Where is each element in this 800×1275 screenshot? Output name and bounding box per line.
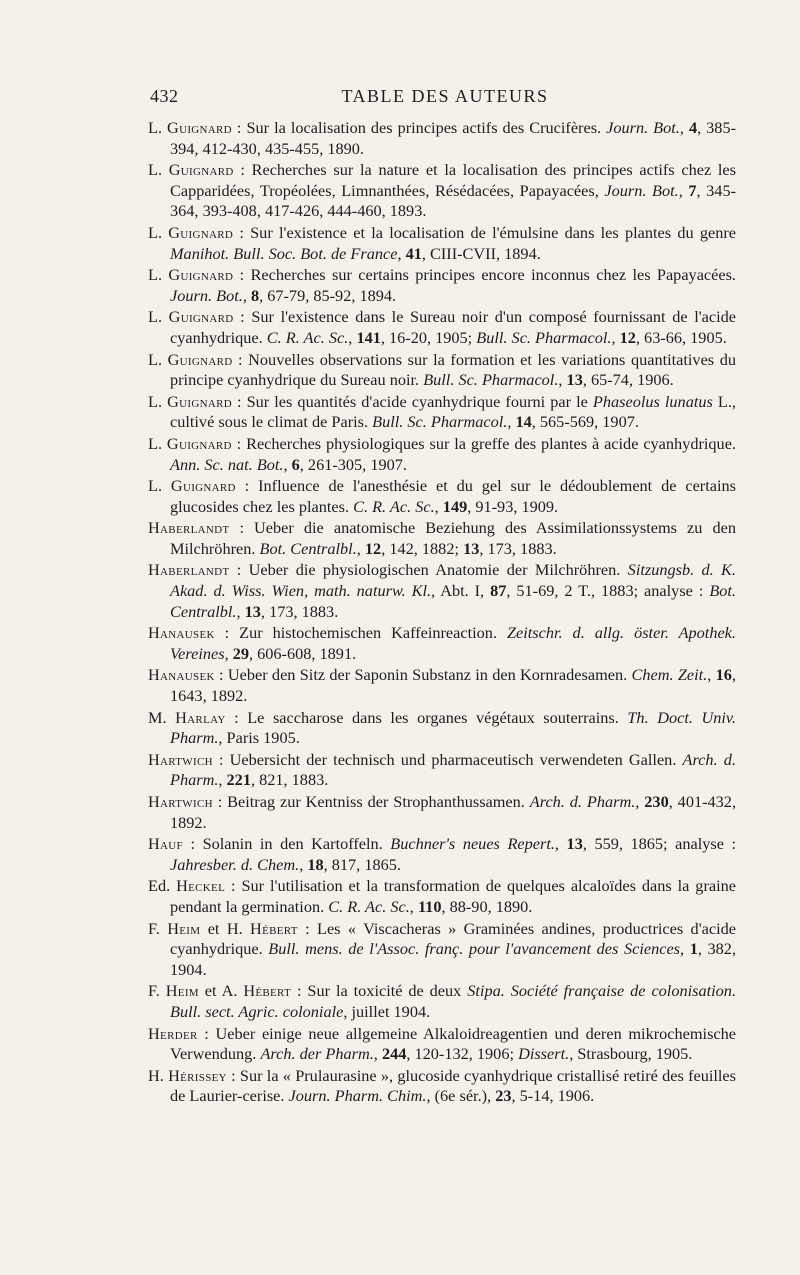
entry-text: L., cultivé sous le climat de Paris. — [170, 391, 736, 432]
entry-text: et A. — [198, 981, 244, 1001]
entry-text: , — [680, 939, 690, 959]
entry-text: , 382, 1904. — [170, 939, 737, 979]
bibliography-entry — [148, 750, 736, 791]
entry-text: , — [678, 180, 689, 200]
journal-title: C. R. Ac. Sc. — [328, 896, 410, 916]
journal-title: Bull. mens. de l'Assoc. franç. pour l'avancement des Sciences — [268, 939, 681, 959]
author-name: Hartwich — [148, 792, 213, 811]
bibliography-entry — [148, 623, 736, 664]
journal-title: Jahresber. d. Chem. — [170, 854, 300, 874]
volume-number: 16 — [715, 665, 732, 685]
entry-text: : Nouvelles observations sur la formation et les variations quantitatives du principe cyanhydrique du Sureau noir. — [170, 349, 736, 390]
journal-title: Arch. d. Pharm. — [170, 749, 736, 790]
author-name: Hartwich — [148, 749, 213, 769]
bibliography-entry — [148, 834, 736, 875]
entry-text: H. — [148, 1065, 169, 1085]
entry-text: , 16-20, 1905; — [380, 327, 477, 347]
journal-title: Sitzungsb. d. K. Akad. d. Wiss. Wien, math. naturw. Kl. — [170, 560, 736, 601]
author-name: Guignard — [168, 160, 234, 180]
entry-text: : Ueber die physiologischen Anatomie der Milchröhren. — [229, 560, 628, 580]
entry-text: , 5-14, 1906. — [511, 1086, 595, 1106]
journal-title: Bull. Sc. Pharmacol. — [476, 327, 612, 347]
entry-text: , 385-394, 412-430, 435-455, 1890. — [170, 118, 737, 158]
entry-text: : Recherches physiologiques sur la greffe des plantes à acide cyanhydrique. — [231, 433, 736, 453]
entry-text: : Recherches sur la nature et la localisation des principes actifs chez les Capparidées, Tropéolées, Limnanthées, Résédacées, Papayacées, — [170, 160, 736, 200]
entry-text: , — [397, 243, 406, 263]
entry-text: , 67-79, 85-92, 1894. — [259, 285, 397, 305]
volume-number: 8 — [250, 285, 260, 305]
entry-text: , — [299, 854, 308, 874]
entry-text: : Ueber einige neue allgemeine Alkaloidreagentien und deren mikrochemische Verwendung. — [170, 1023, 736, 1064]
journal-title: Phaseolus lunatus — [592, 391, 713, 411]
bibliography-entry — [148, 392, 736, 433]
entry-text: L. — [148, 307, 169, 327]
volume-number: 141 — [356, 327, 381, 347]
entry-text: , CIII-CVII, 1894. — [421, 243, 541, 263]
journal-title: Dissert. — [518, 1044, 570, 1064]
volume-number: 13 — [244, 601, 261, 621]
journal-title: Arch. d. Pharm. — [529, 792, 636, 811]
volume-number: 41 — [405, 243, 422, 263]
entry-text: M. — [148, 707, 176, 727]
entry-text: , — [409, 896, 418, 916]
entry-text: , — [283, 454, 292, 474]
entry-text: : Sur l'utilisation et la transformation de quelques alcaloïdes dans la graine pendant la germination. — [170, 876, 736, 916]
entry-text: : Sur l'existence et la localisation de l'émulsine dans les plantes du genre — [233, 222, 736, 242]
journal-title: Bot. Centralbl. — [259, 538, 357, 558]
entry-text: , 821, 1883. — [250, 770, 329, 790]
journal-title: Chem. Zeit. — [631, 665, 708, 685]
journal-title: Bot. Centralbl. — [170, 581, 736, 621]
entry-text: , — [236, 601, 245, 621]
entry-text: , — [348, 327, 357, 347]
journal-title: Journ. Bot. — [606, 118, 680, 137]
entry-text: : Beitrag zur Kentniss der Strophanthussamen. — [212, 792, 530, 811]
bibliography-entry — [148, 434, 736, 475]
author-name: Hauf — [148, 834, 183, 854]
entry-text: , — [218, 770, 227, 790]
volume-number: 13 — [566, 834, 583, 854]
volume-number: 14 — [515, 412, 532, 432]
entry-text: : Zur histochemischen Kaffeinreaction. — [214, 623, 507, 643]
volume-number: 12 — [619, 327, 636, 347]
journal-title: Journ. Bot. — [604, 180, 679, 200]
entry-text: : Sur la localisation des principes actifs des Crucifères. — [231, 118, 607, 137]
entry-text: , juillet 1904. — [343, 1001, 431, 1021]
entry-text: et H. — [200, 918, 251, 938]
author-name: Guignard — [167, 391, 232, 411]
entry-text: , 173, 1883. — [479, 538, 557, 558]
entry-text: , 559, 1865; analyse : — [582, 834, 737, 854]
bibliography-entry — [148, 160, 736, 222]
journal-title: C. R. Ac. Sc. — [353, 496, 435, 516]
author-name: Heim — [167, 918, 201, 938]
bibliography-list — [148, 118, 736, 1108]
entry-text: : Sur la « Prulaurasine », glucoside cyanhydrique cristallisé retiré des feuilles de Laurier-cerise. — [170, 1065, 736, 1106]
journal-title: Ann. Sc. nat. Bot. — [170, 454, 284, 474]
journal-title: Buchner's neues Repert. — [390, 834, 555, 854]
bibliography-entry — [148, 919, 736, 981]
bibliography-entry — [148, 1066, 736, 1107]
journal-title: Journ. Pharm. Chim. — [288, 1086, 427, 1106]
entry-text: : Les « Viscacheras » Graminées andines, productrices d'acide cyanhydrique. — [170, 918, 736, 959]
entry-text: , Abt. I, — [431, 581, 491, 601]
journal-title: Journ. Bot. — [170, 285, 243, 305]
entry-text: , 88-90, 1890. — [441, 896, 533, 916]
author-name: Haberlandt — [148, 518, 230, 538]
journal-title: C. R. Ac. Sc. — [266, 327, 349, 347]
volume-number: 12 — [364, 538, 382, 558]
bibliography-entry — [148, 876, 736, 917]
volume-number: 1 — [689, 939, 698, 959]
entry-text: , — [679, 118, 689, 137]
entry-text: , — [558, 370, 567, 390]
bibliography-entry — [148, 265, 736, 306]
entry-text: : Ueber den Sitz der Saponin Substanz in den Kornradesamen. — [214, 665, 632, 685]
entry-text: , 401-432, 1892. — [170, 792, 737, 832]
author-name: Herder — [148, 1023, 198, 1043]
author-name: Hanausek — [148, 665, 215, 685]
entry-text: , 91-93, 1909. — [467, 496, 559, 516]
entry-text: : Sur l'existence dans le Sureau noir d'un composé fournissant de l'acide cyanhydrique. — [170, 307, 737, 347]
author-name: Hérissey — [168, 1065, 227, 1085]
entry-text: , Paris 1905. — [218, 728, 300, 748]
author-name: Guignard — [167, 118, 232, 137]
bibliography-entry — [148, 1024, 736, 1065]
bibliography-entry — [148, 118, 736, 159]
volume-number: 244 — [381, 1044, 407, 1064]
volume-number: 7 — [688, 180, 697, 200]
bibliography-entry — [148, 665, 736, 706]
entry-text: : Sur les quantités d'acide cyanhydrique fourni par le — [231, 391, 593, 411]
entry-text: , 345-364, 393-408, 417-426, 444-460, 1893. — [170, 180, 736, 221]
entry-text: , Strasbourg, 1905. — [569, 1044, 693, 1064]
bibliography-entry — [148, 981, 736, 1022]
volume-number: 221 — [226, 770, 251, 790]
entry-text: , — [507, 412, 516, 432]
running-title: TABLE DES AUTEURS — [341, 86, 549, 106]
entry-text: , — [554, 834, 567, 854]
bibliography-entry — [148, 223, 736, 264]
volume-number: 23 — [495, 1086, 512, 1106]
entry-text: : Ueber die anatomische Beziehung des Assimilationssystems zu den Milchröhren. — [170, 518, 736, 558]
entry-text: : Solanin in den Kartoffeln. — [182, 834, 391, 854]
volume-number: 13 — [463, 538, 480, 558]
entry-text: , 606-608, 1891. — [248, 643, 357, 663]
entry-text: L. — [148, 349, 168, 369]
author-name: Guignard — [168, 307, 234, 327]
entry-text: L. — [148, 476, 171, 496]
bibliography-entry — [148, 307, 736, 348]
author-name: Guignard — [166, 433, 232, 453]
entry-text: , — [635, 792, 645, 811]
entry-text: , — [707, 665, 716, 685]
entry-text: , 120-132, 1906; — [406, 1044, 519, 1064]
entry-text: Ed. — [148, 876, 177, 896]
entry-text: , 173, 1883. — [260, 601, 339, 621]
author-name: Hanausek — [148, 623, 215, 643]
volume-number: 87 — [490, 581, 507, 601]
author-name: Heckel — [176, 876, 226, 896]
entry-text: , — [373, 1044, 382, 1064]
entry-text: L. — [148, 222, 169, 242]
author-name: Guignard — [168, 222, 234, 242]
entry-text: , 565-569, 1907. — [531, 412, 639, 432]
journal-title: Arch. der Pharm. — [260, 1044, 374, 1064]
bibliography-entry — [148, 792, 736, 833]
volume-number: 13 — [566, 370, 583, 390]
author-name: Guignard — [170, 476, 236, 496]
entry-text: : Influence de l'anesthésie et du gel sur le dédoublement de certains glucosides chez les plantes. — [170, 476, 736, 516]
entry-text: : Recherches sur certains principes encore inconnus chez les Papayacées. — [233, 265, 737, 285]
journal-title: Stipa. Société française de colonisation. Bull. sect. Agric. coloniale — [170, 981, 737, 1021]
entry-text: , — [224, 643, 233, 663]
volume-number: 18 — [307, 854, 324, 874]
entry-text: , — [434, 496, 443, 516]
bibliography-entry — [148, 518, 736, 559]
bibliography-entry — [148, 708, 736, 749]
journal-title: Manihot. Bull. Soc. Bot. de France — [170, 243, 398, 263]
journal-title: Zeitschr. d. allg. öster. Apothek. Vereines — [170, 623, 736, 663]
entry-text: : Sur la toxicité de deux — [291, 981, 468, 1001]
entry-text: , 65-74, 1906. — [582, 370, 674, 390]
entry-text: : Le saccharose dans les organes végétaux souterrains. — [225, 707, 628, 727]
volume-number: 6 — [291, 454, 300, 474]
journal-title: Bull. Sc. Pharmacol. — [423, 370, 559, 390]
entry-text: , (6e sér.), — [426, 1086, 496, 1106]
volume-number: 29 — [232, 643, 249, 663]
author-name: Guignard — [168, 265, 234, 285]
entry-text: , 1643, 1892. — [170, 665, 737, 706]
volume-number: 110 — [417, 896, 442, 916]
entry-text: L. — [148, 118, 168, 137]
entry-text: L. — [148, 265, 169, 285]
entry-text: L. — [148, 433, 167, 453]
entry-text: F. — [148, 918, 168, 938]
bibliography-entry — [148, 350, 736, 391]
entry-text: , — [611, 327, 620, 347]
entry-text: , 63-66, 1905. — [635, 327, 727, 347]
author-name: Guignard — [167, 349, 233, 369]
author-name: Haberlandt — [148, 560, 230, 580]
entry-text: , — [242, 285, 251, 305]
journal-title: Bull. Sc. Pharmacol. — [372, 412, 508, 432]
entry-text: L. — [148, 391, 168, 411]
bibliography-entry — [148, 476, 736, 517]
entry-text: , 142, 1882; — [381, 538, 464, 558]
volume-number: 4 — [688, 118, 698, 137]
volume-number: 230 — [644, 792, 669, 811]
page-number: 432 — [150, 86, 179, 106]
author-name: Heim — [165, 981, 199, 1001]
author-name: Harlay — [175, 707, 226, 727]
author-name: Hébert — [250, 918, 298, 938]
volume-number: 149 — [442, 496, 468, 516]
entry-text: , — [356, 538, 365, 558]
entry-text: L. — [148, 160, 169, 180]
entry-text: , 817, 1865. — [323, 854, 401, 874]
bibliography-entry — [148, 560, 736, 622]
entry-text: F. — [148, 981, 166, 1001]
entry-text: , 51-69, 2 T., 1883; analyse : — [506, 581, 710, 601]
entry-text: : Uebersicht der technisch und pharmaceutisch verwendeten Gallen. — [212, 749, 683, 769]
entry-text: , 261-305, 1907. — [299, 454, 407, 474]
journal-title: Th. Doct. Univ. Pharm. — [170, 707, 736, 748]
author-name: Hébert — [243, 981, 292, 1001]
